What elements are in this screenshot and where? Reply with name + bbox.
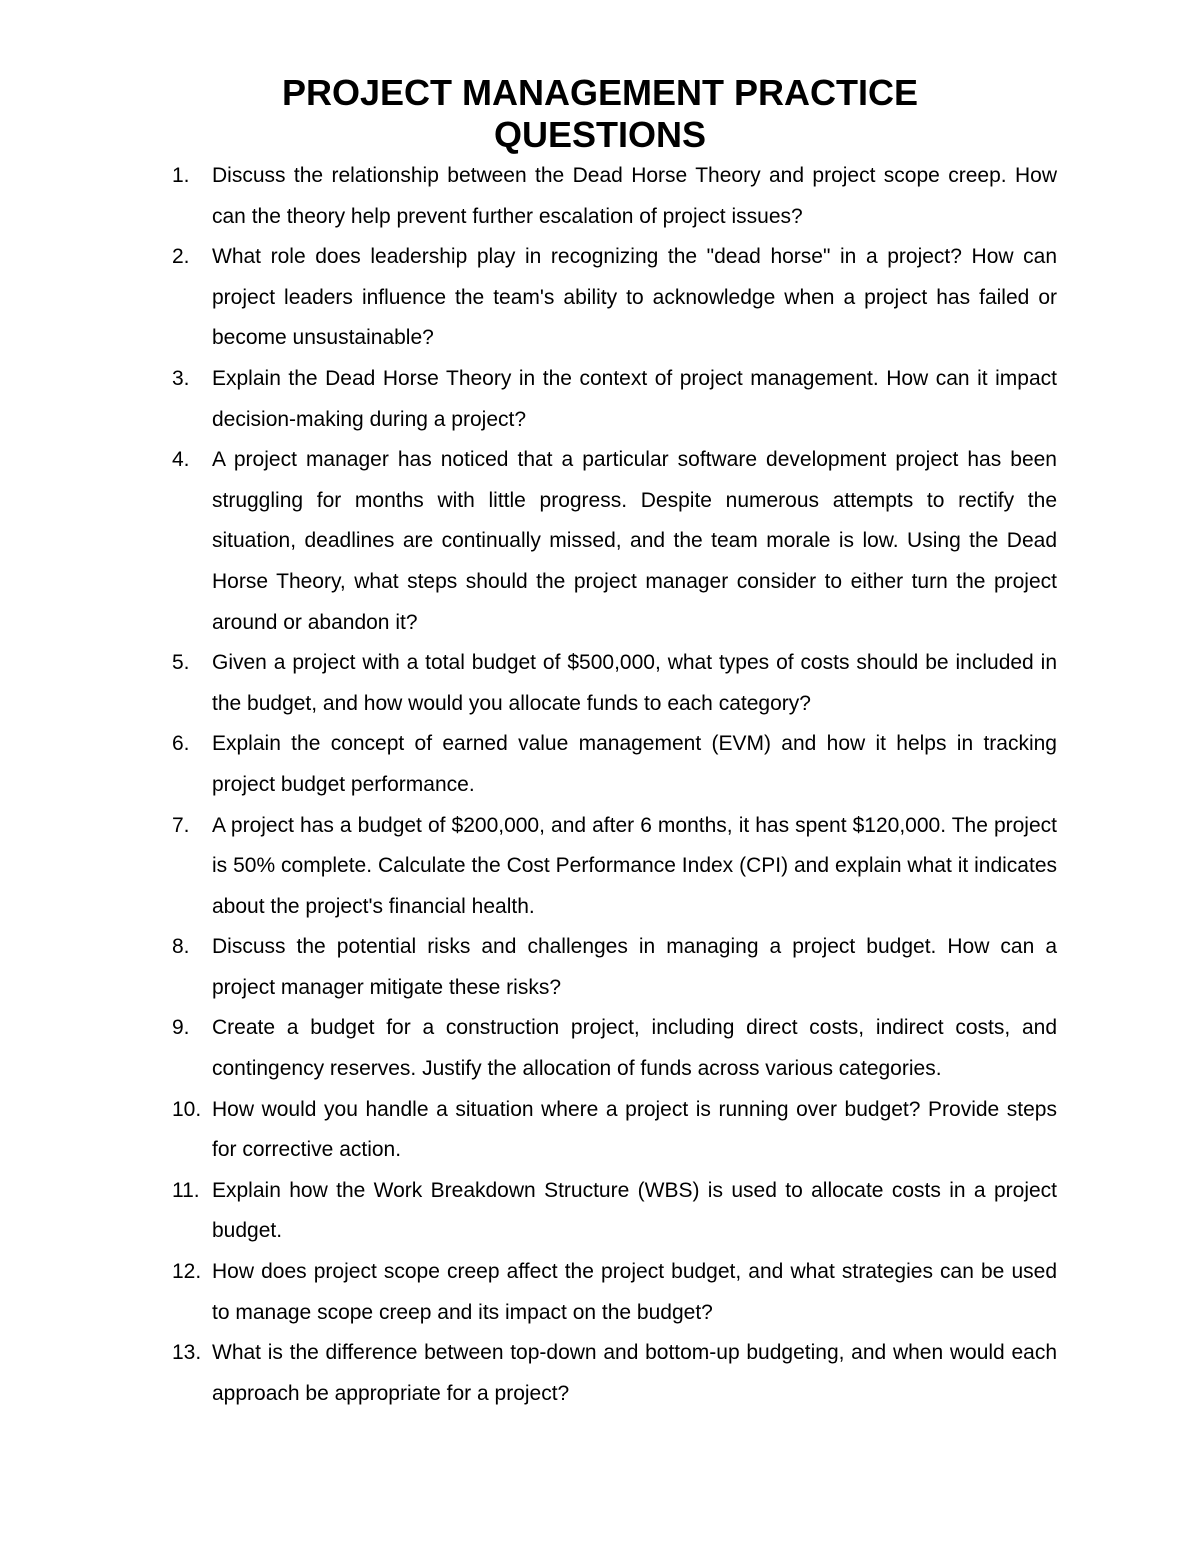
question-text: Discuss the relationship between the Dead Horse Theory and project scope creep. How can the theory help prevent further escalation of project issues? [212, 164, 1057, 228]
question-item-13 [0, 1333, 1200, 1414]
question-number: 7. [172, 813, 190, 837]
question-text: What role does leadership play in recognizing the "dead horse" in a project? How can project leaders influence the team's ability to acknowledge when a project has failed or become unsustainable? [212, 245, 1057, 350]
question-item-11 [0, 1171, 1200, 1252]
question-number: 10. [172, 1097, 202, 1121]
question-text: How would you handle a situation where a project is running over budget? Provide steps for corrective action. [212, 1097, 1057, 1162]
question-text: Discuss the potential risks and challenges in managing a project budget. How can a project manager mitigate these risks? [212, 935, 1057, 999]
question-number: 5. [172, 651, 190, 675]
question-item-2 [0, 237, 1200, 359]
question-list [0, 156, 1200, 1414]
question-number: 12. [172, 1260, 202, 1284]
title-line-2: QUESTIONS [493, 114, 707, 155]
question-number: 1. [172, 164, 190, 187]
question-number: 3. [172, 366, 190, 390]
question-text: A project manager has noticed that a particular software development project has been struggling for months with little progress. Despite numerous attempts to rectify the situation, deadlines are continually missed, and the team morale is low. Using the Dead Horse Theory, what steps should the project manager consider to either turn the project around or abandon it? [212, 448, 1057, 634]
question-item-1 [0, 156, 1200, 237]
question-item-7 [0, 806, 1200, 928]
question-number: 11. [172, 1178, 200, 1202]
question-text: How does project scope creep affect the project budget, and what strategies can be used to manage scope creep and its impact on the budget? [212, 1260, 1057, 1324]
question-number: 8. [172, 935, 190, 959]
question-item-4 [0, 440, 1200, 643]
title-line-1: PROJECT MANAGEMENT PRACTICE [281, 72, 919, 113]
question-text: Explain the Dead Horse Theory in the context of project management. How can it impact decision-making during a project? [212, 366, 1057, 431]
question-text: What is the difference between top-down and bottom-up budgeting, and when would each approach be appropriate for a project? [212, 1341, 1057, 1405]
question-item-12 [0, 1252, 1200, 1333]
question-item-5 [0, 643, 1200, 724]
question-item-10 [0, 1090, 1200, 1171]
question-text: Given a project with a total budget of $500,000, what types of costs should be included in the budget, and how would you allocate funds to each category? [212, 651, 1057, 715]
question-item-8 [0, 927, 1200, 1008]
page-title [150, 72, 1050, 156]
question-text: A project has a budget of $200,000, and after 6 months, it has spent $120,000. The project is 50% complete. Calculate the Cost Performance Index (CPI) and explain what it indicates about the project's financial health. [212, 813, 1057, 918]
question-text: Explain how the Work Breakdown Structure (WBS) is used to allocate costs in a project budget. [212, 1178, 1057, 1243]
question-number: 2. [172, 245, 190, 269]
question-item-3 [0, 359, 1200, 440]
question-number: 9. [172, 1016, 190, 1040]
question-number: 6. [172, 732, 190, 756]
question-number: 13. [172, 1341, 202, 1365]
question-text: Explain the concept of earned value management (EVM) and how it helps in tracking project budget performance. [212, 732, 1057, 796]
question-number: 4. [172, 448, 190, 472]
question-item-9 [0, 1008, 1200, 1089]
question-item-6 [0, 724, 1200, 805]
question-text: Create a budget for a construction project, including direct costs, indirect costs, and contingency reserves. Justify the allocation of funds across various categories. [212, 1016, 1057, 1081]
